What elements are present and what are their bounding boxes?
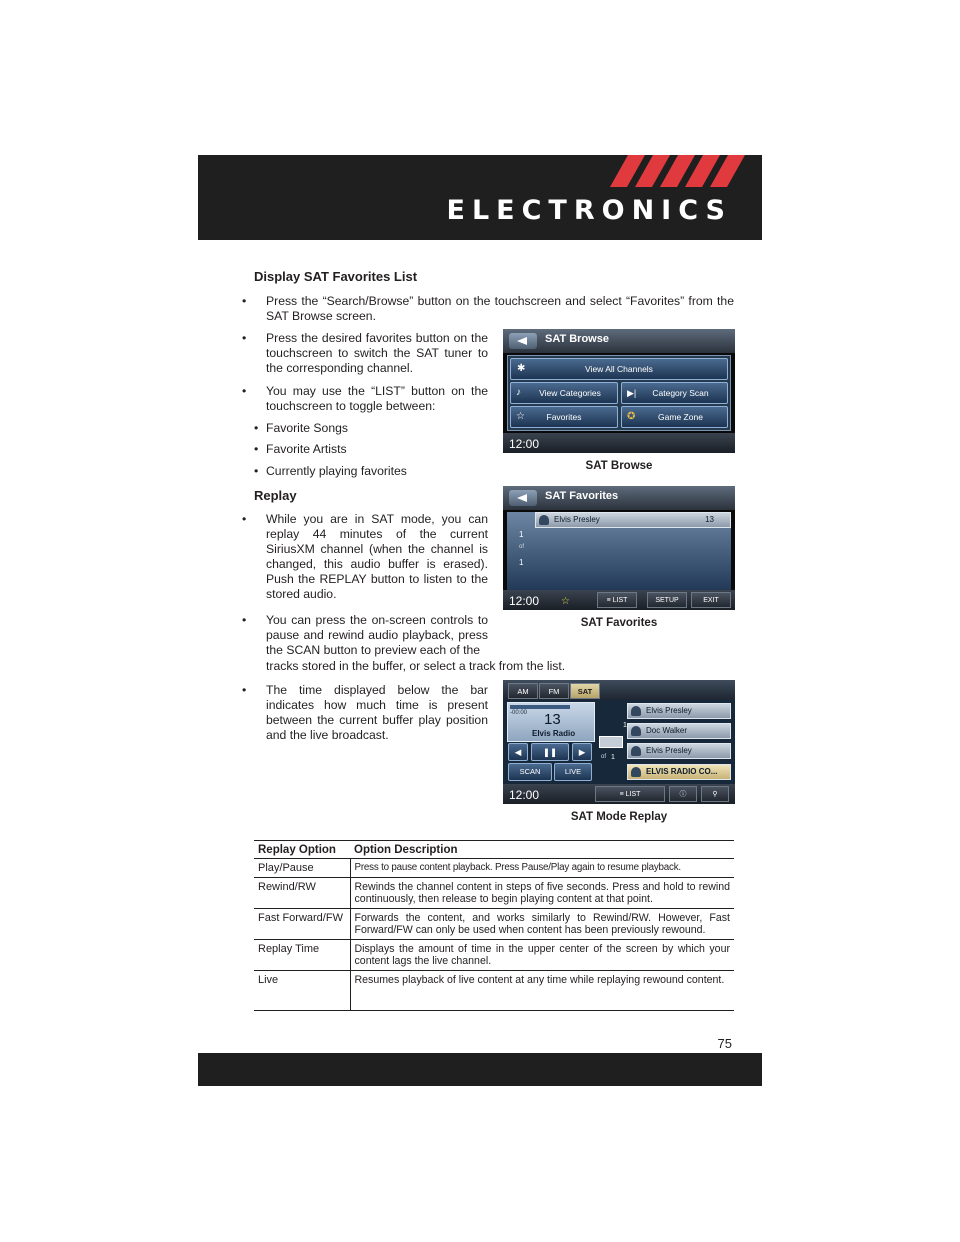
pause-button[interactable] bbox=[531, 743, 569, 761]
sat-browse-caption: SAT Browse bbox=[585, 460, 653, 472]
exit-button[interactable] bbox=[691, 592, 731, 608]
back-arrow-icon[interactable] bbox=[509, 333, 537, 349]
favorites-sub-item-3-text: Currently playing favorites bbox=[266, 464, 407, 478]
favorites-sub-item-3: • Currently playing favorites bbox=[254, 464, 407, 478]
favorites-sub-item-1: • Favorite Songs bbox=[254, 421, 348, 435]
browse-title-bar bbox=[503, 329, 735, 353]
replay-counter-top: 1 bbox=[623, 722, 627, 729]
channel-number: 13 bbox=[544, 711, 561, 728]
replay-list-row[interactable] bbox=[627, 703, 731, 719]
section-title: ELECTRONICS bbox=[446, 195, 732, 226]
sat-favorites-screen bbox=[503, 486, 735, 610]
list-scroll-thumb[interactable] bbox=[599, 736, 623, 748]
replay-bullet-2-text: You can press the on-screen controls to pause and rewind audio playback, press the SCAN button to preview each of the bbox=[266, 613, 488, 657]
category-scan-button[interactable] bbox=[621, 382, 728, 404]
am-tab[interactable] bbox=[508, 683, 538, 699]
table-row bbox=[254, 878, 734, 909]
table-header-row bbox=[254, 841, 734, 859]
list-icon: ≡ bbox=[619, 791, 626, 798]
browse-screen-title: SAT Browse bbox=[545, 333, 609, 345]
info-icon: ⓘ bbox=[679, 791, 687, 798]
game-zone-label: Game Zone bbox=[658, 412, 703, 422]
rewind-icon: ◀ bbox=[514, 747, 522, 757]
live-button-label: LIVE bbox=[564, 767, 582, 776]
replay-buffer-bar bbox=[510, 705, 570, 709]
artist-icon bbox=[631, 726, 641, 736]
sat-browse-screen bbox=[503, 329, 735, 453]
view-categories-button[interactable] bbox=[510, 382, 618, 404]
skip-forward-icon: ▶| bbox=[627, 388, 637, 398]
table-cell-option: Fast Forward/FW bbox=[254, 909, 350, 940]
exit-button-label: EXIT bbox=[703, 597, 719, 604]
replay-list-button[interactable] bbox=[595, 786, 665, 802]
replay-counter-of: of bbox=[601, 754, 607, 760]
artist-icon bbox=[631, 746, 641, 756]
replay-clock: 12:00 bbox=[509, 788, 540, 802]
table-cell-option: Rewind/RW bbox=[254, 878, 350, 909]
table-cell-description: Displays the amount of time in the upper center of the screen by which your content lags the live channel. bbox=[350, 940, 734, 971]
fm-tab-label: FM bbox=[548, 687, 560, 696]
table-row bbox=[254, 940, 734, 971]
search-button[interactable] bbox=[701, 786, 729, 802]
replay-list-row[interactable] bbox=[627, 723, 731, 739]
search-icon: ⚲ bbox=[712, 791, 718, 798]
game-zone-icon: ✪ bbox=[627, 411, 636, 422]
browse-status-bar bbox=[503, 433, 735, 453]
replay-option-column-header: Replay Option bbox=[254, 841, 350, 859]
view-categories-label: View Categories bbox=[539, 388, 601, 398]
scan-button-label: SCAN bbox=[519, 767, 541, 776]
favorites-label: Favorites bbox=[546, 412, 582, 422]
table-row bbox=[254, 909, 734, 940]
page-number: 75 bbox=[717, 1036, 732, 1051]
replay-bullet-1: • While you are in SAT mode, you can replay 44 minutes of the current SiriusXM channel (when the channel is changed, this audio buffer is erased). Push the REPLAY button to listen to the stored audio. bbox=[242, 512, 488, 601]
replay-status-bar bbox=[503, 784, 735, 804]
browse-clock: 12:00 bbox=[509, 437, 540, 451]
setup-button[interactable] bbox=[647, 592, 687, 608]
list-icon: ≡ bbox=[606, 597, 613, 604]
favorites-sub-item-2-text: Favorite Artists bbox=[266, 442, 347, 456]
replay-bullet-2-continued: tracks stored in the buffer, or select a track from the list. bbox=[266, 659, 566, 673]
section-header-bar bbox=[198, 155, 762, 240]
back-arrow-icon[interactable] bbox=[509, 490, 537, 506]
replay-bullet-3: • The time displayed below the bar indicates how much time is present between the current buffer play position and the live broadcast. bbox=[242, 683, 488, 742]
favorites-bullet-1-text: Press the “Search/Browse” button on the touchscreen and select “Favorites” from the SAT Browse screen. bbox=[266, 294, 734, 323]
artist-icon bbox=[539, 515, 549, 525]
favorites-button[interactable] bbox=[510, 406, 618, 428]
replay-options-table bbox=[254, 840, 734, 1011]
favorite-star-icon[interactable]: ☆ bbox=[561, 596, 570, 607]
favorites-bullet-3-text: You may use the “LIST” button on the touchscreen to toggle between: bbox=[266, 384, 488, 413]
setup-button-label: SETUP bbox=[655, 597, 679, 604]
table-cell-description: Rewinds the channel content in steps of five seconds. Press and hold to rewind continuously, then release to begin playing content at that point. bbox=[350, 878, 734, 909]
channel-name: Elvis Radio bbox=[532, 729, 576, 738]
table-row bbox=[254, 971, 734, 1011]
favorites-counter-top: 1 bbox=[519, 530, 524, 539]
table-cell-option: Live bbox=[254, 971, 350, 1011]
table-cell-option: Replay Time bbox=[254, 940, 350, 971]
favorites-bullet-1: • Press the “Search/Browse” button on the touchscreen and select “Favorites” from the SAT Browse screen. bbox=[242, 294, 734, 323]
favorites-counter-of: of bbox=[519, 544, 525, 550]
am-tab-label: AM bbox=[517, 687, 529, 696]
replay-counter-bottom: 1 bbox=[611, 754, 615, 761]
table-cell-option: Play/Pause bbox=[254, 859, 350, 878]
rewind-button[interactable] bbox=[508, 743, 528, 761]
table-cell-description: Resumes playback of live content at any time while replaying rewound content. bbox=[350, 971, 734, 1011]
live-button[interactable] bbox=[554, 763, 592, 781]
display-favorites-heading: Display SAT Favorites List bbox=[254, 269, 418, 284]
guitar-icon: ♪ bbox=[516, 387, 521, 398]
replay-time-readout: -00:00 bbox=[510, 710, 528, 716]
favorites-counter-bottom: 1 bbox=[519, 558, 524, 567]
favorites-status-bar bbox=[503, 590, 735, 610]
favorites-screen-title: SAT Favorites bbox=[545, 490, 619, 502]
replay-list-row-label: Elvis Presley bbox=[646, 706, 692, 715]
scan-button[interactable] bbox=[508, 763, 552, 781]
table-cell-description: Press to pause content playback. Press Pause/Play again to resume playback. bbox=[350, 859, 734, 878]
now-playing-panel bbox=[507, 702, 595, 742]
sat-favorites-caption: SAT Favorites bbox=[580, 617, 658, 629]
favorite-row[interactable] bbox=[535, 512, 731, 528]
list-button[interactable] bbox=[597, 592, 637, 608]
favorite-row-artist: Elvis Presley bbox=[554, 515, 600, 524]
game-zone-button[interactable] bbox=[621, 406, 728, 428]
fast-forward-icon: ▶ bbox=[578, 747, 586, 757]
favorites-sub-item-1-text: Favorite Songs bbox=[266, 421, 348, 435]
favorites-bullet-2-text: Press the desired favorites button on the touchscreen to switch the SAT tuner to the corresponding channel. bbox=[266, 331, 488, 375]
replay-list-row-label: Elvis Presley bbox=[646, 746, 692, 755]
sat-replay-screen bbox=[503, 680, 735, 804]
list-button-label: LIST bbox=[612, 597, 628, 604]
fm-tab[interactable] bbox=[539, 683, 569, 699]
table-cell-description: Forwards the content, and works similarly to Rewind/RW. However, Fast Forward/FW can only be used when content has been previously rewound. bbox=[350, 909, 734, 940]
favorite-row-channel: 13 bbox=[705, 515, 714, 524]
favorites-clock: 12:00 bbox=[509, 594, 540, 608]
favorites-bullet-3: • You may use the “LIST” button on the touchscreen to toggle between: bbox=[242, 384, 488, 413]
footer-bar bbox=[198, 1053, 762, 1086]
channels-icon: ✱ bbox=[517, 363, 526, 374]
fast-forward-button[interactable] bbox=[572, 743, 592, 761]
star-music-icon: ☆ bbox=[516, 411, 525, 422]
favorites-sub-item-2: • Favorite Artists bbox=[254, 442, 347, 456]
replay-list-button-label: LIST bbox=[625, 791, 641, 798]
artist-icon bbox=[631, 706, 641, 716]
sat-tab[interactable] bbox=[570, 683, 600, 699]
replay-list-row-selected[interactable] bbox=[627, 764, 731, 780]
replay-list-row-label: Doc Walker bbox=[646, 726, 688, 735]
view-all-channels-label: View All Channels bbox=[585, 364, 653, 374]
category-scan-label: Category Scan bbox=[652, 388, 709, 398]
option-description-column-header: Option Description bbox=[350, 841, 734, 859]
replay-list-row[interactable] bbox=[627, 743, 731, 759]
replay-bullet-2: • You can press the on-screen controls to pause and rewind audio playback, press the SCAN button to preview each of the bbox=[242, 613, 488, 657]
favorites-bullet-2: • Press the desired favorites button on the touchscreen to switch the SAT tuner to the corresponding channel. bbox=[242, 331, 488, 375]
info-button[interactable] bbox=[669, 786, 697, 802]
artist-icon bbox=[631, 767, 641, 777]
replay-bullet-3-text: The time displayed below the bar indicates how much time is present between the current buffer play position and the live broadcast. bbox=[266, 683, 488, 742]
favorites-title-bar bbox=[503, 486, 735, 510]
replay-heading: Replay bbox=[254, 488, 297, 503]
replay-bullet-1-text: While you are in SAT mode, you can replay 44 minutes of the current SiriusXM channel (when the channel is changed, this audio buffer is erased). Push the REPLAY button to listen to the stored audio. bbox=[266, 512, 488, 601]
pause-icon: ❚❚ bbox=[542, 747, 558, 757]
view-all-channels-button[interactable] bbox=[510, 358, 728, 380]
sat-replay-caption: SAT Mode Replay bbox=[570, 811, 668, 823]
sat-tab-label: SAT bbox=[577, 687, 593, 696]
replay-list-row-label: ELVIS RADIO CO... bbox=[646, 767, 718, 776]
table-row bbox=[254, 859, 734, 878]
